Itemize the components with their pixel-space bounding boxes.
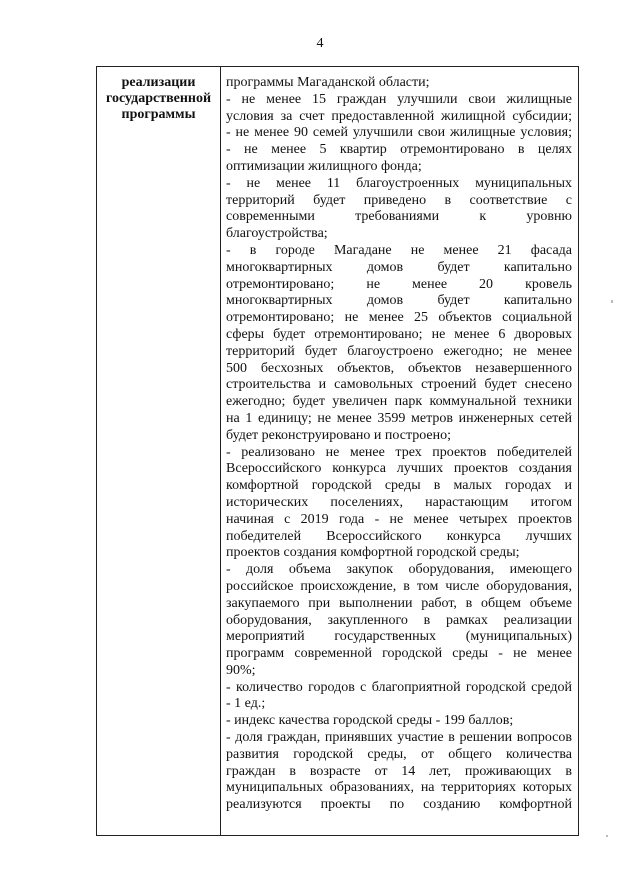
text-line: - реализовано не менее трех проектов победителей	[226, 444, 572, 460]
text-line: территорий будет благоустроено ежегодно; не менее	[226, 343, 572, 359]
text-line: граждан в возрасте от 14 лет, проживающих в	[226, 763, 572, 779]
text-line: благоустройства;	[226, 226, 328, 242]
text-line: российское происхождение, в том числе оборудования,	[226, 578, 572, 594]
text-line: мероприятий государственных (муниципальных)	[226, 629, 572, 645]
scan-artifact	[606, 835, 608, 837]
text-line: будет реконструировано и построено;	[226, 427, 452, 443]
text-line: комфортной городской среды в малых городах и	[226, 478, 572, 494]
text-line: - не менее 5 квартир отремонтировано в целях	[226, 142, 572, 158]
text-line: оборудования, закупленного в рамках реализации	[226, 612, 572, 628]
scan-artifact	[611, 300, 613, 303]
text-line: отремонтировано; не менее 25 объектов социальной	[226, 310, 572, 326]
text-line: - не менее 90 семей улучшили свои жилищные условия;	[226, 125, 572, 141]
text-line: проектов создания комфортной городской среды;	[226, 545, 520, 561]
text-line: победителей Всероссийского конкурса лучших	[226, 528, 572, 544]
text-line: современными требованиями к уровню	[226, 209, 572, 225]
text-line: территорий будет приведено в соответствие с	[226, 192, 572, 208]
text-line: - 1 ед.;	[226, 696, 266, 712]
text-line: 90%;	[226, 662, 256, 678]
text-line: начиная с 2019 года - не менее четырех проектов	[226, 511, 572, 527]
program-table	[96, 66, 579, 836]
text-line: - не менее 15 граждан улучшили свои жилищные	[226, 91, 572, 107]
text-line: муниципальных образованиях, на территориях которых	[226, 780, 572, 796]
text-line: - не менее 11 благоустроенных муниципальных	[226, 175, 572, 191]
text-line: 500 бесхозных объектов, объектов незавершенного	[226, 360, 572, 376]
text-line: программы Магаданской области;	[226, 75, 430, 90]
text-line: многоквартирных домов будет капитально	[226, 259, 572, 275]
text-line: оптимизации жилищного фонда;	[226, 158, 422, 174]
text-line: - в городе Магадане не менее 21 фасада	[226, 242, 572, 258]
page-number: 4	[316, 36, 324, 51]
text-line: развития городской среды, от общего количества	[226, 746, 572, 762]
text-line: условия за счет предоставленной жилищной субсидии;	[226, 108, 572, 124]
text-line: сферы будет отремонтировано; не менее 6 дворовых	[226, 326, 572, 342]
text-line: - количество городов с благоприятной городской средой	[226, 679, 572, 695]
text-line: отремонтировано; не менее 20 кровель	[226, 276, 572, 292]
heading-cell	[97, 67, 221, 835]
text-line: реализуются проекты по созданию комфортной	[226, 797, 572, 813]
text-line: - доля объема закупок оборудования, имеющего	[226, 562, 572, 578]
text-line: ежегодно; будет увеличен парк коммунальной техники	[226, 394, 572, 410]
heading-line: государственной	[105, 91, 212, 106]
text-line: на 1 единицу; не менее 3599 метров инженерных сетей	[226, 410, 572, 426]
text-line: исторических поселениях, нарастающим итогом	[226, 494, 572, 510]
text-line: строительства и самовольных строений будет снесено	[226, 377, 572, 393]
text-line: Всероссийского конкурса лучших проектов создания	[226, 461, 572, 477]
text-line: программ современной городской среды - не менее	[226, 646, 572, 662]
text-line: - доля граждан, принявших участие в решении вопросов	[226, 730, 572, 746]
text-line: - индекс качества городской среды - 199 баллов;	[226, 713, 514, 729]
text-line: закупаемого при выполнении работ, в общем объеме	[226, 595, 572, 611]
content-cell	[221, 67, 578, 835]
heading-line: программы	[121, 107, 196, 122]
text-line: многоквартирных домов будет капитально	[226, 293, 572, 309]
heading-line: реализации	[121, 75, 196, 90]
